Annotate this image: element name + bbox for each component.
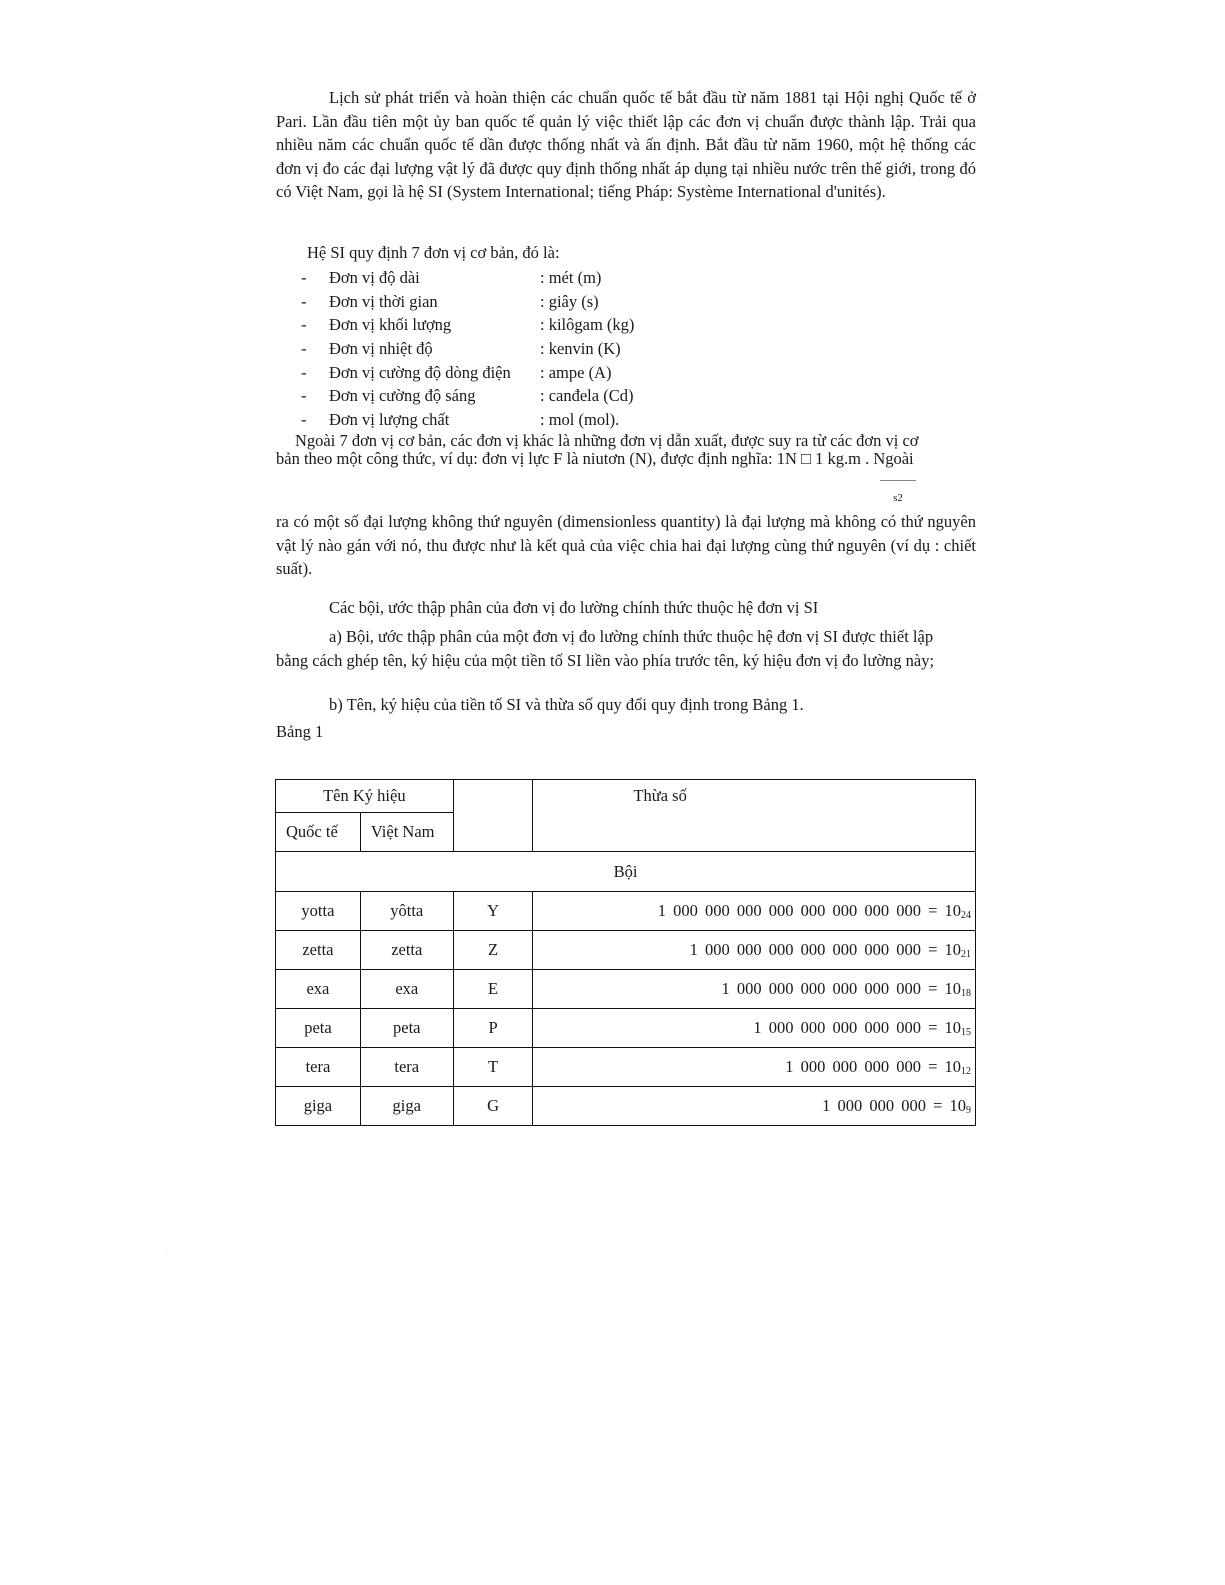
table-row	[276, 1009, 976, 1048]
bullet: -	[301, 315, 307, 335]
bullet: -	[301, 339, 307, 359]
cell-intl: exa	[276, 970, 361, 1009]
fraction-bar	[880, 480, 916, 481]
cell-symbol: G	[453, 1087, 533, 1126]
factor-exponent: 24	[961, 910, 971, 921]
unit-name: Đơn vị lượng chất	[329, 410, 450, 430]
factor-exponent: 18	[961, 988, 971, 999]
cell-intl: giga	[276, 1087, 361, 1126]
paragraph-line: Ngoài 7 đơn vị cơ bản, các đơn vị khác là những đơn vị dẫn xuất, được suy ra từ các đơn vị cơ	[295, 431, 919, 450]
cell-factor	[533, 1048, 976, 1087]
scan-speck	[166, 1250, 167, 1251]
paragraph-item-a: a) Bội, ước thập phân của một đơn vị đo lường chính thức thuộc hệ đơn vị SI được thiết lập bằng cách ghép tên, ký hiệu của một tiền tố SI liền vào phía trước tên, ký hiệu đơn vị đo lường này;	[276, 627, 935, 670]
paragraph-item-b: b) Tên, ký hiệu của tiền tố SI và thừa số quy đổi quy định trong Bảng 1.	[329, 695, 804, 714]
table-caption: Bảng 1	[276, 722, 324, 741]
factor-value: 1 000 000 000 000 000 000 =	[721, 979, 938, 998]
cell-symbol: Y	[453, 892, 533, 931]
unit-name: Đơn vị cường độ dòng điện	[329, 362, 511, 382]
cell-factor	[533, 931, 976, 970]
si-prefix-table	[275, 779, 976, 1126]
table-row	[276, 1087, 976, 1126]
factor-value: 1 000 000 000 000 000 000 000 =	[689, 940, 938, 959]
units-intro: Hệ SI quy định 7 đơn vị cơ bản, đó là:	[307, 243, 560, 262]
factor-power: 10	[944, 940, 961, 959]
cell-vn: exa	[360, 970, 453, 1009]
table-row	[276, 931, 976, 970]
bullet: -	[301, 268, 307, 287]
unit-value: : mét (m)	[540, 268, 602, 287]
paragraph-history: Lịch sử phát triển và hoàn thiện các chuẩn quốc tế bắt đầu từ năm 1881 tại Hội nghị Quốc tế ở Pari. Lần đầu tiên một ủy ban quốc tế quản lý việc thiết lập các đơn vị chuẩn được thành lập. Trải qua nhiều năm các chuẩn quốc tế dần được thống nhất và ấn định. Bắt đầu từ năm 1960, một hệ thống các đơn vị đo các đại lượng vật lý đã được quy định thống nhất áp dụng tại nhiều nước trên thế giới, trong đó có Việt Nam, gọi là hệ SI (System International; tiếng Pháp: Système International d'unités).	[276, 88, 976, 202]
factor-value: 1 000 000 000 000 000 000 000 000 =	[657, 901, 938, 920]
section-label: Bội	[276, 852, 976, 892]
cell-intl: peta	[276, 1009, 361, 1048]
cell-vn: tera	[360, 1048, 453, 1087]
denominator-text: s2	[893, 492, 903, 504]
unit-value: : giây (s)	[540, 291, 599, 311]
unit-value: : canđela (Cd)	[540, 386, 634, 406]
unit-name: Đơn vị nhiệt độ	[329, 339, 433, 359]
factor-power: 10	[949, 1096, 966, 1115]
cell-symbol: T	[453, 1048, 533, 1087]
table-section-row	[276, 852, 976, 892]
cell-vn: yôtta	[360, 892, 453, 931]
cell-symbol: Z	[453, 931, 533, 970]
factor-power: 10	[944, 1057, 961, 1076]
table-row	[276, 892, 976, 931]
bullet: -	[301, 362, 307, 382]
cell-intl: zetta	[276, 931, 361, 970]
cell-vn: peta	[360, 1009, 453, 1048]
factor-value: 1 000 000 000 =	[822, 1096, 943, 1115]
cell-intl: tera	[276, 1048, 361, 1087]
unit-value: : kilôgam (kg)	[540, 315, 635, 335]
table-header-row	[276, 780, 976, 813]
cell-intl: yotta	[276, 892, 361, 931]
bullet: -	[301, 386, 307, 406]
factor-power: 10	[944, 979, 961, 998]
cell-symbol: P	[453, 1009, 533, 1048]
cell-factor	[533, 1009, 976, 1048]
cell-vn: giga	[360, 1087, 453, 1126]
table-row	[276, 970, 976, 1009]
factor-exponent: 9	[966, 1105, 971, 1116]
fraction-denominator	[878, 480, 918, 506]
factor-power: 10	[944, 901, 961, 920]
cell-symbol: E	[453, 970, 533, 1009]
factor-value: 1 000 000 000 000 000 =	[753, 1018, 938, 1037]
factor-value: 1 000 000 000 000 =	[785, 1057, 938, 1076]
unit-name: Đơn vị thời gian	[329, 291, 438, 311]
paragraph-derived-units	[276, 432, 986, 468]
bullet: -	[301, 410, 307, 430]
header-factor: Thừa số	[533, 780, 976, 852]
factor-exponent: 21	[961, 949, 971, 960]
factor-power: 10	[944, 1018, 961, 1037]
cell-vn: zetta	[360, 931, 453, 970]
subheader-international: Quốc tế	[276, 813, 361, 852]
paragraph-line: bản theo một công thức, ví dụ: đơn vị lực F là niutơn (N), được định nghĩa: 1N □ 1 kg.m . Ngoài	[276, 449, 914, 468]
subheader-vietnam: Việt Nam	[360, 813, 453, 852]
cell-factor	[533, 1087, 976, 1126]
paragraph-multiples-heading: Các bội, ước thập phân của đơn vị đo lường chính thức thuộc hệ đơn vị SI	[329, 598, 819, 617]
unit-name: Đơn vị cường độ sáng	[329, 386, 476, 406]
unit-name: Đơn vị độ dài	[329, 268, 420, 287]
header-name: Tên Ký hiệu	[276, 780, 454, 813]
factor-exponent: 12	[961, 1066, 971, 1077]
cell-factor	[533, 970, 976, 1009]
paragraph-dimensionless: ra có một số đại lượng không thứ nguyên (dimensionless quantity) là đại lượng mà không có thứ nguyên vật lý nào gán với nó, thu được như là kết quả của việc chia hai đại lượng cùng thứ nguyên (ví dụ : chiết suất).	[276, 512, 976, 579]
bullet: -	[301, 291, 307, 311]
unit-value: : mol (mol).	[540, 410, 620, 430]
cell-factor	[533, 892, 976, 931]
header-symbol-empty	[453, 780, 533, 852]
table-row	[276, 1048, 976, 1087]
factor-exponent: 15	[961, 1027, 971, 1038]
unit-value: : ampe (A)	[540, 362, 612, 382]
unit-name: Đơn vị khối lượng	[329, 315, 452, 335]
unit-value: : kenvin (K)	[540, 339, 621, 359]
